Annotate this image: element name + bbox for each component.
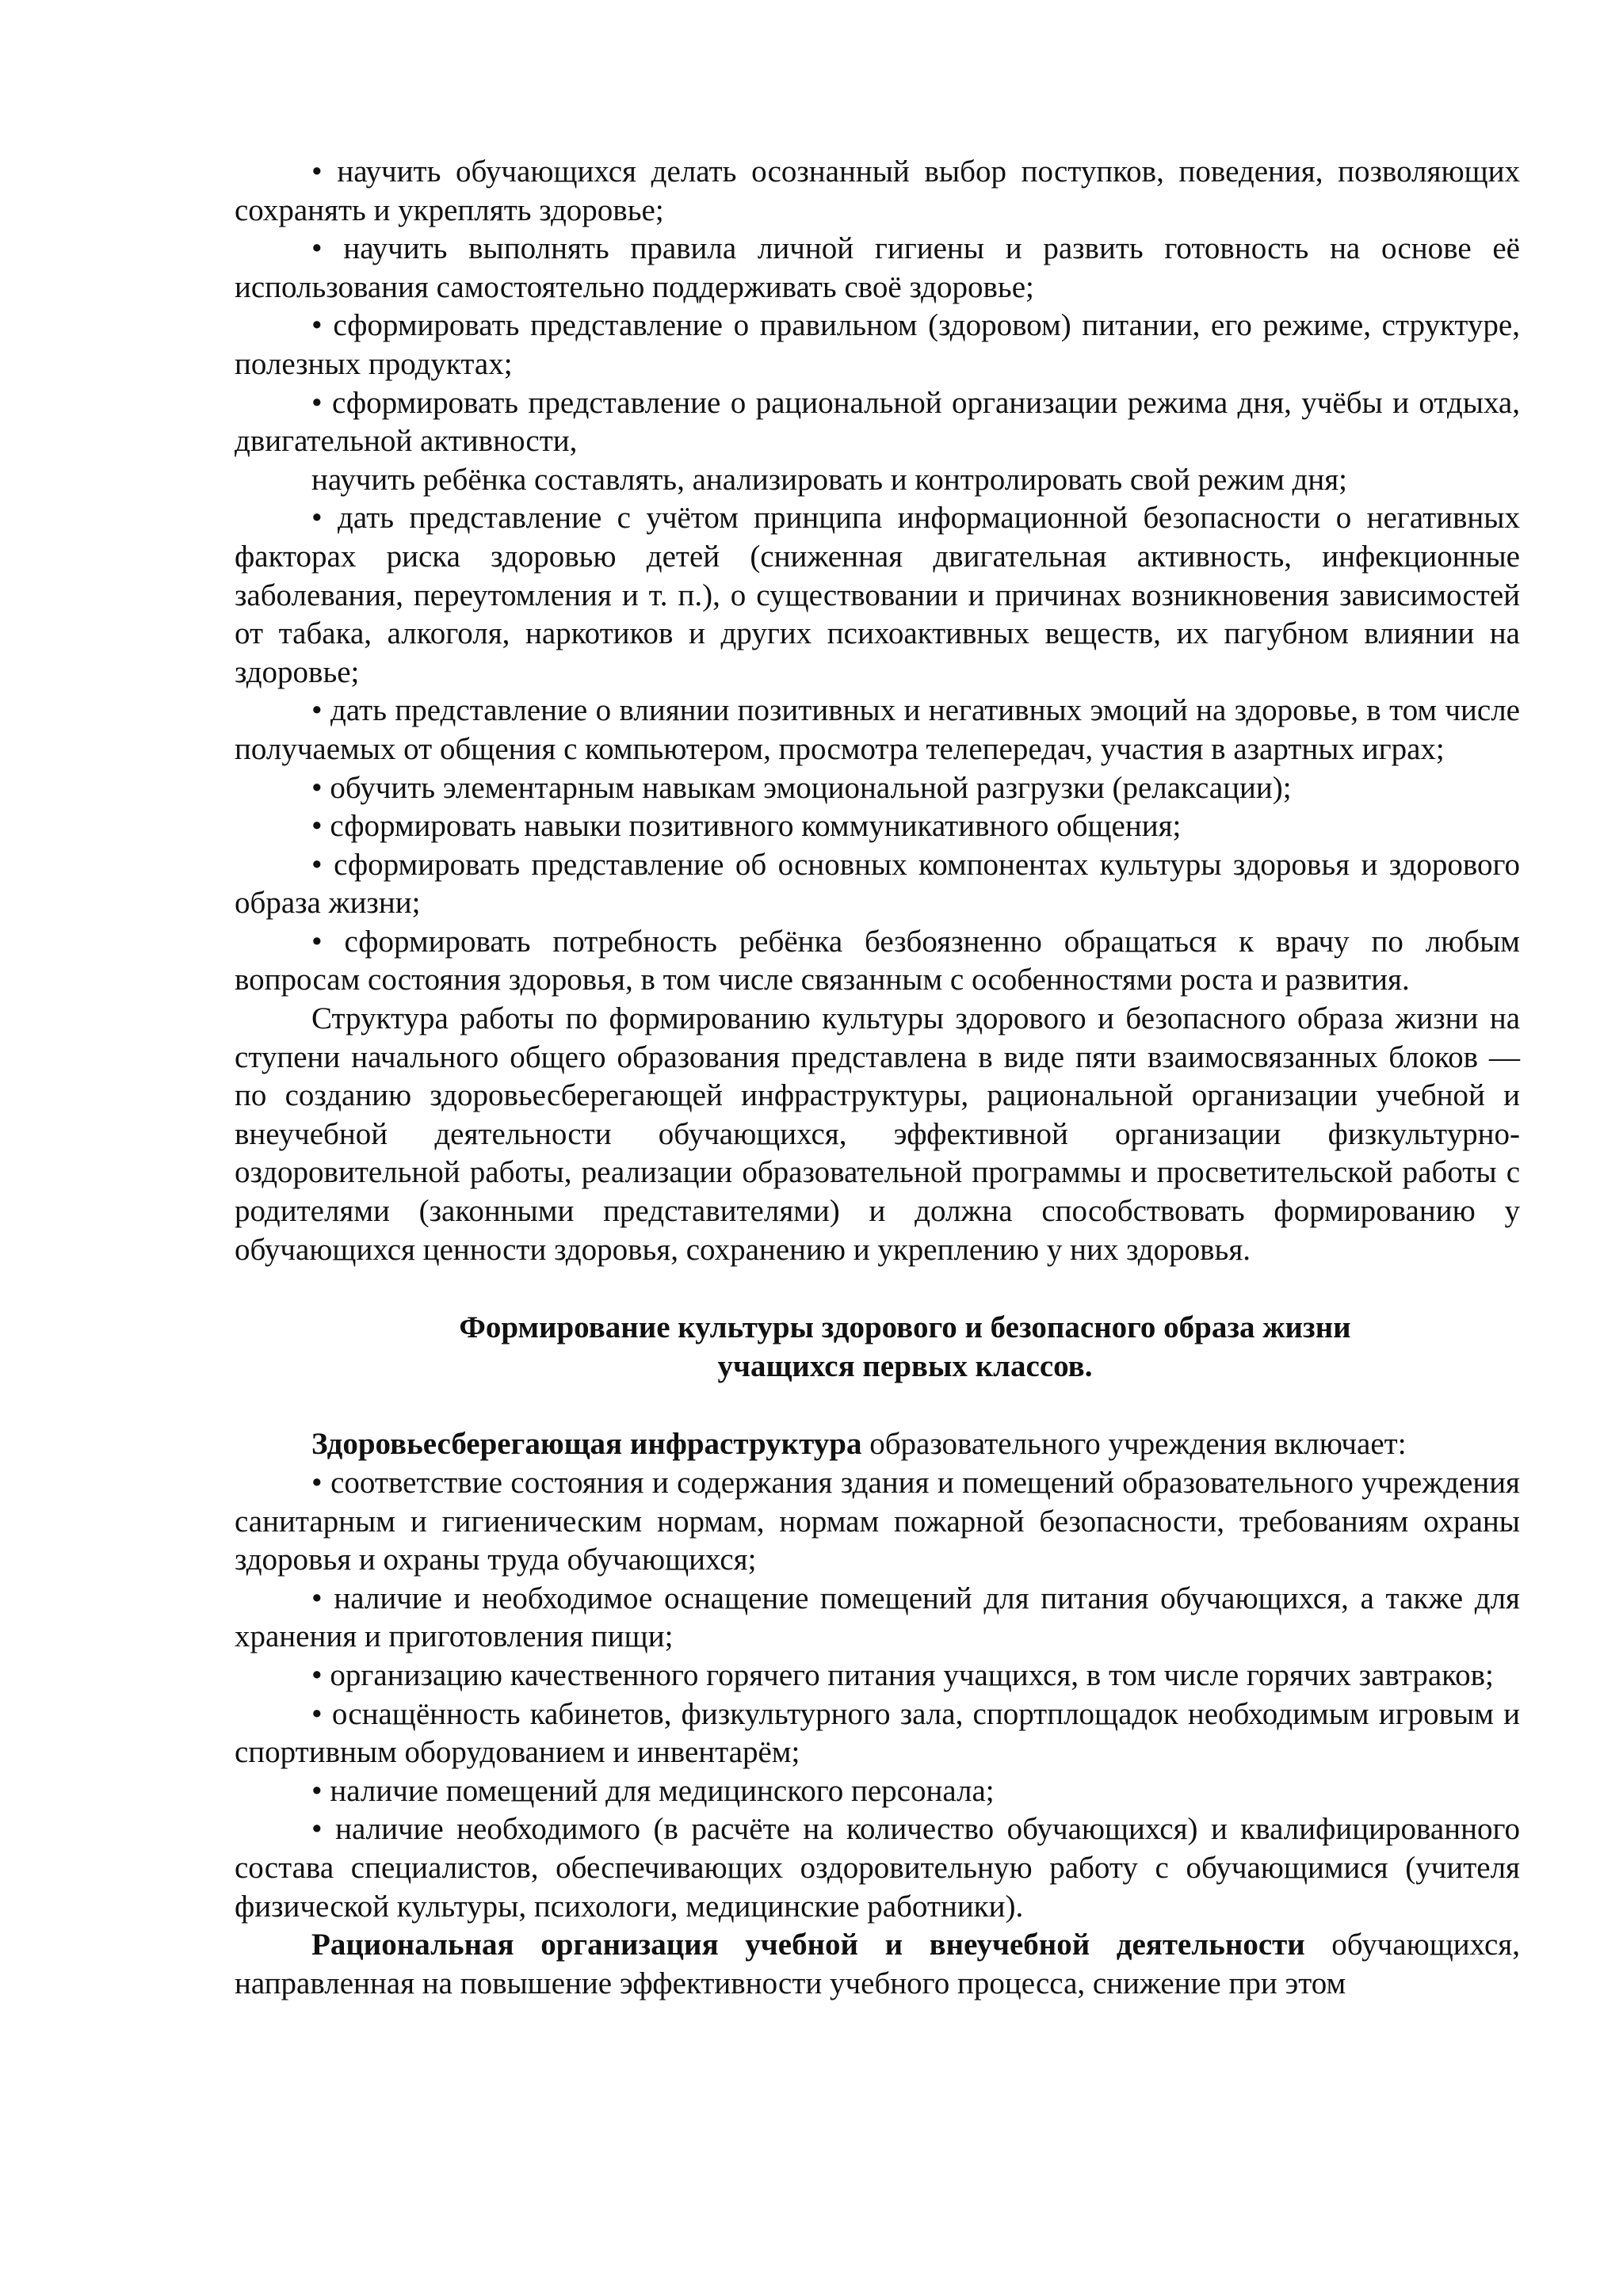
bullet-item: • сформировать представление о правильном (здоровом) питании, его режиме, структуре, полезных продуктах; [235,308,1520,381]
bullet-item: • наличие необходимого (в расчёте на количество обучающихся) и квалифицированного состава специалистов, обеспечивающих оздоровительную работу с обучающимися (учителя физической культуры, психологи, медицинские работники). [235,1812,1520,1924]
bullet-item: • наличие помещений для медицинского персонала; [311,1773,995,1808]
infrastructure-bold-lead: Здоровьесберегающая инфраструктура [311,1427,862,1462]
section-gap [235,1386,1520,1425]
section-heading-line1: Формирование культуры здорового и безопасного образа жизни [459,1310,1351,1345]
bullet-item: • сформировать представление об основных компонентах культуры здоровья и здорового образа жизни; [235,847,1520,921]
infrastructure-intro-rest: образовательного учреждения включает: [861,1427,1407,1462]
bullet-item: • научить выполнять правила личной гигиены и развить готовность на основе её использования самостоятельно поддерживать своё здоровье; [235,231,1520,304]
structure-paragraph: Структура работы по формированию культуры здорового и безопасного образа жизни на ступени начального общего образования представлена в виде пяти взаимосвязанных блоков — по созданию здоровьесберегающей инфраструктуры, рациональной организации учебной и внеучебной деятельности обучающихся, эффективной организации физкультурно-оздоровительной работы, реализации образовательной программы и просветительской работы с родителями (законными представителями) и должна способствовать формированию у обучающихся ценности здоровья, сохранению и укреплению у них здоровья. [235,1001,1520,1267]
bullet-item: • сформировать навыки позитивного коммуникативного общения; [311,809,1182,844]
bullet-item: • соответствие состояния и содержания здания и помещений образовательного учреждения санитарным и гигиеническим нормам, нормам пожарной безопасности, требованиям охраны здоровья и охраны труда обучающихся; [235,1466,1520,1577]
bullet-item: • сформировать потребность ребёнка безбоязненно обращаться к врачу по любым вопросам состояния здоровья, в том числе связанным с особенностями роста и развития. [235,924,1520,997]
bullet-item: • оснащённость кабинетов, физкультурного зала, спортплощадок необходимым игровым и спортивным оборудованием и инвентарём; [235,1696,1520,1770]
bullet-item: • обучить элементарным навыкам эмоциональной разгрузки (релаксации); [311,770,1292,805]
bullet-item: • наличие и необходимое оснащение помещений для питания обучающихся, а также для хранения и приготовления пищи; [235,1581,1520,1654]
infrastructure-intro [235,1425,1520,1464]
bullet-item: • организацию качественного горячего питания учащихся, в том числе горячих завтраков; [311,1657,1494,1692]
bullet-item: • дать представление с учётом принципа информационной безопасности о негативных факторах риска здоровью детей (сниженная двигательная активность, инфекционные заболевания, переутомления и т. п.), о существовании и причинах возникновения зависимостей от табака, алкоголя, наркотиков и других психоактивных веществ, их пагубном влиянии на здоровье; [235,501,1520,689]
bullet-item: • сформировать представление о рациональной организации режима дня, учёбы и отдыха, двигательной активности, [235,385,1520,459]
rational-organization-paragraph [235,1926,1520,2003]
section-gap [235,1269,1520,1309]
section-heading-line2: учащихся первых классов. [717,1348,1093,1383]
rational-bold-lead: Рациональная организация учебной и внеучебной деятельности [311,1928,1305,1962]
rational-paragraph-rest: обучающихся, направленная на повышение эффективности учебного процесса, снижение при этом [235,1928,1520,2000]
document-page [235,153,1520,2003]
bullet-item: • дать представление о влиянии позитивных и негативных эмоций на здоровье, в том числе получаемых от общения с компьютером, просмотра телепередач, участия в азартных играх; [235,693,1520,766]
bullet-item: научить ребёнка составлять, анализировать и контролировать свой режим дня; [311,462,1347,497]
bullet-item: • научить обучающихся делать осознанный выбор поступков, поведения, позволяющих сохранять и укреплять здоровье; [235,154,1520,227]
